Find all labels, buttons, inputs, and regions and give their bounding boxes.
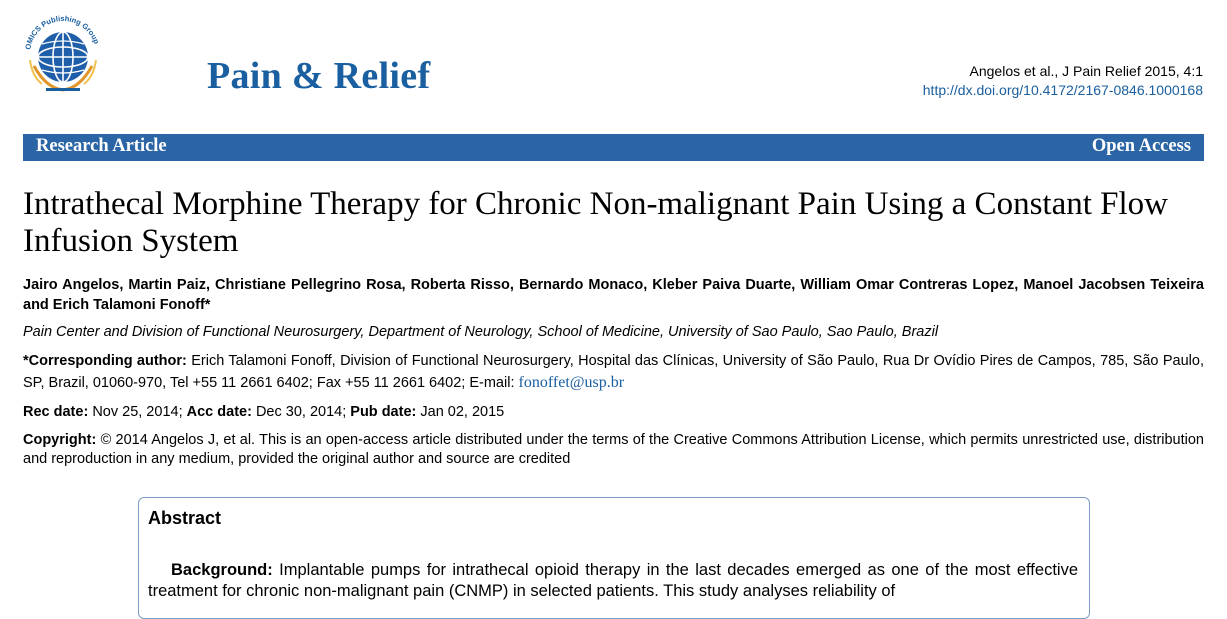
copyright-label: Copyright:	[23, 432, 97, 448]
acc-date-label: Acc date:	[186, 404, 252, 420]
author-list: Jairo Angelos, Martin Paiz, Christiane Pellegrino Rosa, Roberta Risso, Bernardo Monaco, Kleber Paiva Duarte, William Omar Contreras Lopez, Manoel Jacobsen Teixeira and Erich Talamoni Fonoff*	[23, 277, 1204, 313]
email-link[interactable]: fonoffet@usp.br	[518, 374, 625, 391]
corresponding-text: Erich Talamoni Fonoff, Division of Functional Neurosurgery, Hospital das Clínicas, University of São Paulo, Rua Dr Ovídio Pires de Campos, 785, São Paulo, SP, Brazil, 01060-970, Tel +55 11 2661 6402; Fax +55 11 2661 6402; E-mail:	[23, 353, 1204, 391]
doi-link[interactable]: http://dx.doi.org/10.4172/2167-0846.1000168	[922, 82, 1203, 98]
globe-logo-icon	[20, 14, 106, 94]
corresponding-author	[23, 351, 1204, 394]
open-access-label: Open Access	[1091, 136, 1191, 156]
affiliation: Pain Center and Division of Functional Neurosurgery, Department of Neurology, School of Medicine, University of Sao Paulo, Sao Paulo, Brazil	[23, 324, 939, 340]
background-text: Implantable pumps for intrathecal opioid therapy in the last decades emerged as one of the most effective treatment for chronic non-malignant pain (CNMP) in selected patients. This study analyses reliability of	[148, 561, 1078, 600]
citation-block	[923, 62, 1203, 100]
journal-title: Pain & Relief	[207, 55, 431, 97]
logo-text: OMICS Publishing Group	[23, 14, 102, 51]
article-type-label: Research Article	[36, 136, 167, 156]
rec-date: Nov 25, 2014;	[92, 404, 183, 420]
article-title: Intrathecal Morphine Therapy for Chronic Non-malignant Pain Using a Constant Flow Infusion System	[23, 186, 1168, 259]
publisher-logo	[20, 14, 106, 94]
copyright-notice	[23, 431, 1204, 469]
corresponding-label: *Corresponding author:	[23, 353, 187, 369]
background-label: Background:	[171, 561, 273, 579]
abstract-heading: Abstract	[148, 508, 222, 528]
rec-date-label: Rec date:	[23, 404, 89, 420]
article-type-band	[23, 134, 1204, 161]
pub-date: Jan 02, 2015	[420, 404, 505, 420]
copyright-text: © 2014 Angelos J, et al. This is an open-access article distributed under the terms of the Creative Commons Attribution License, which permits unrestricted use, distribution and reproduction in any medium, provided the original author and source are credited	[23, 432, 1204, 467]
abstract-box	[138, 497, 1090, 619]
citation-ref: Angelos et al., J Pain Relief 2015, 4:1	[969, 63, 1203, 79]
pub-date-label: Pub date:	[350, 404, 417, 420]
abstract-background	[148, 560, 1078, 602]
acc-date: Dec 30, 2014;	[255, 404, 347, 420]
article-dates	[23, 402, 504, 422]
